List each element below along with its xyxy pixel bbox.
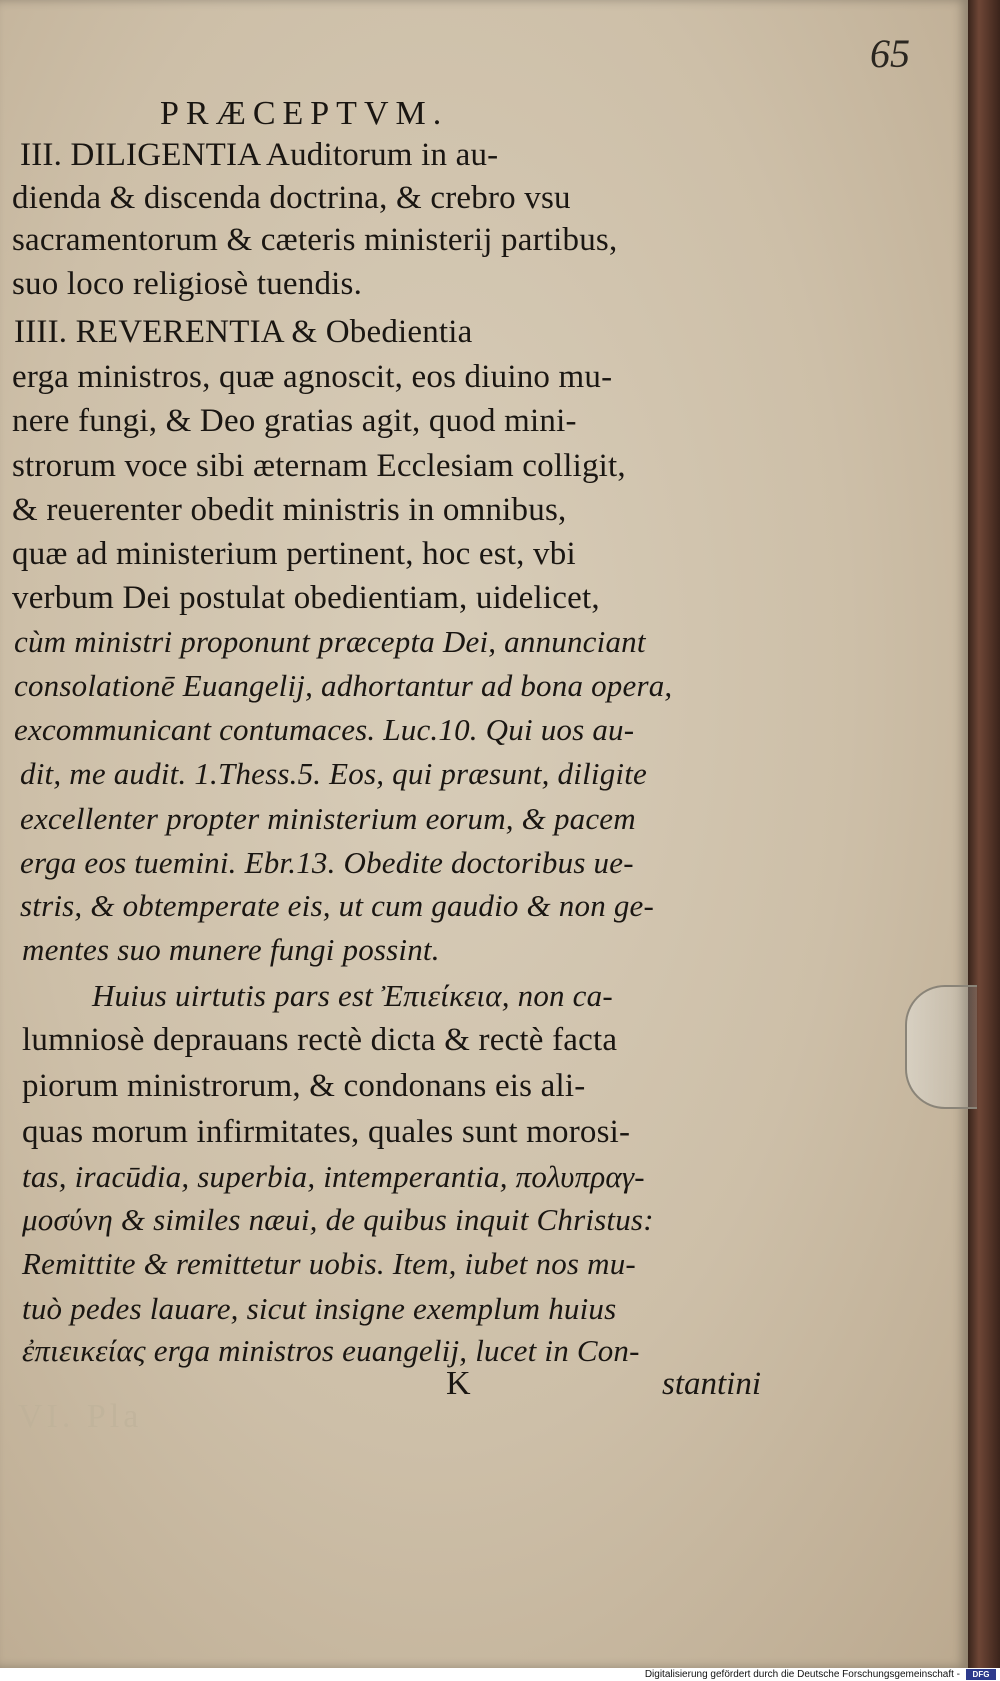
text-line: ἐπιεικείας erga ministros euangelij, lucet in Con- bbox=[22, 1333, 640, 1368]
text-line: stris, & obtemperate eis, ut cum gaudio & non ge- bbox=[20, 888, 655, 923]
text-line: sacramentorum & cæteris ministerij partibus, bbox=[12, 222, 618, 258]
text-line: excellenter propter ministerium eorum, & pacem bbox=[20, 801, 636, 836]
text-line: tas, iracūdia, superbia, intemperantia, πολυπραγ- bbox=[22, 1159, 645, 1194]
book-edge bbox=[965, 0, 1000, 1668]
text-line: tuò pedes lauare, sicut insigne exemplum huius bbox=[22, 1291, 617, 1326]
text-line: IIII. REVERENTIA & Obedientia bbox=[14, 314, 473, 350]
catchword: stantini bbox=[662, 1366, 762, 1402]
text-line: Huius uirtutis pars est Ἐπιείκεια, non ca- bbox=[92, 978, 613, 1013]
text-line: μοσύνη & similes næui, de quibus inquit Christus: bbox=[22, 1202, 654, 1237]
show-through-text: VI. Pla bbox=[18, 1398, 143, 1435]
text-line: III. DILIGENTIA Auditorum in au- bbox=[20, 137, 499, 173]
text-line: erga ministros, quæ agnoscit, eos diuino mu- bbox=[12, 359, 613, 395]
footer-bar bbox=[0, 1668, 1000, 1681]
text-line: suo loco religiosè tuendis. bbox=[12, 266, 363, 302]
text-line: Remittite & remittetur uobis. Item, iubet nos mu- bbox=[22, 1246, 636, 1281]
footer-credit: Digitalisierung gefördert durch die Deutsche Forschungsgemeinschaft - bbox=[644, 1669, 960, 1680]
page-heading: PRÆCEPTVM. bbox=[160, 95, 449, 132]
text-line: dit, me audit. 1.Thess.5. Eos, qui præsunt, diligite bbox=[20, 756, 647, 791]
text-line: quæ ad ministerium pertinent, hoc est, vbi bbox=[12, 536, 576, 572]
text-line: strorum voce sibi æternam Ecclesiam colligit, bbox=[12, 448, 626, 484]
text-line: cùm ministri proponunt præcepta Dei, annunciant bbox=[14, 624, 646, 659]
text-line: lumniosè deprauans rectè dicta & rectè facta bbox=[22, 1022, 618, 1058]
text-line: quas morum infirmitates, quales sunt morosi- bbox=[22, 1114, 631, 1150]
text-line: consolationē Euangelij, adhortantur ad bona opera, bbox=[14, 668, 673, 703]
text-line: & reuerenter obedit ministris in omnibus, bbox=[12, 492, 567, 528]
text-line: piorum ministrorum, & condonans eis ali- bbox=[22, 1068, 586, 1104]
text-line: dienda & discenda doctrina, & crebro vsu bbox=[12, 180, 571, 216]
page-number: 65 bbox=[870, 31, 910, 76]
text-line: verbum Dei postulat obedientiam, uidelicet, bbox=[12, 580, 600, 616]
text-line: excommunicant contumaces. Luc.10. Qui uos au- bbox=[14, 712, 635, 747]
dfg-logo: DFG bbox=[966, 1669, 996, 1680]
text-line: erga eos tuemini. Ebr.13. Obedite doctoribus ue- bbox=[20, 845, 634, 880]
page-clip bbox=[905, 985, 977, 1109]
signature-mark: K bbox=[446, 1365, 471, 1402]
text-line: nere fungi, & Deo gratias agit, quod mini- bbox=[12, 403, 577, 439]
text-line: mentes suo munere fungi possint. bbox=[22, 932, 440, 967]
